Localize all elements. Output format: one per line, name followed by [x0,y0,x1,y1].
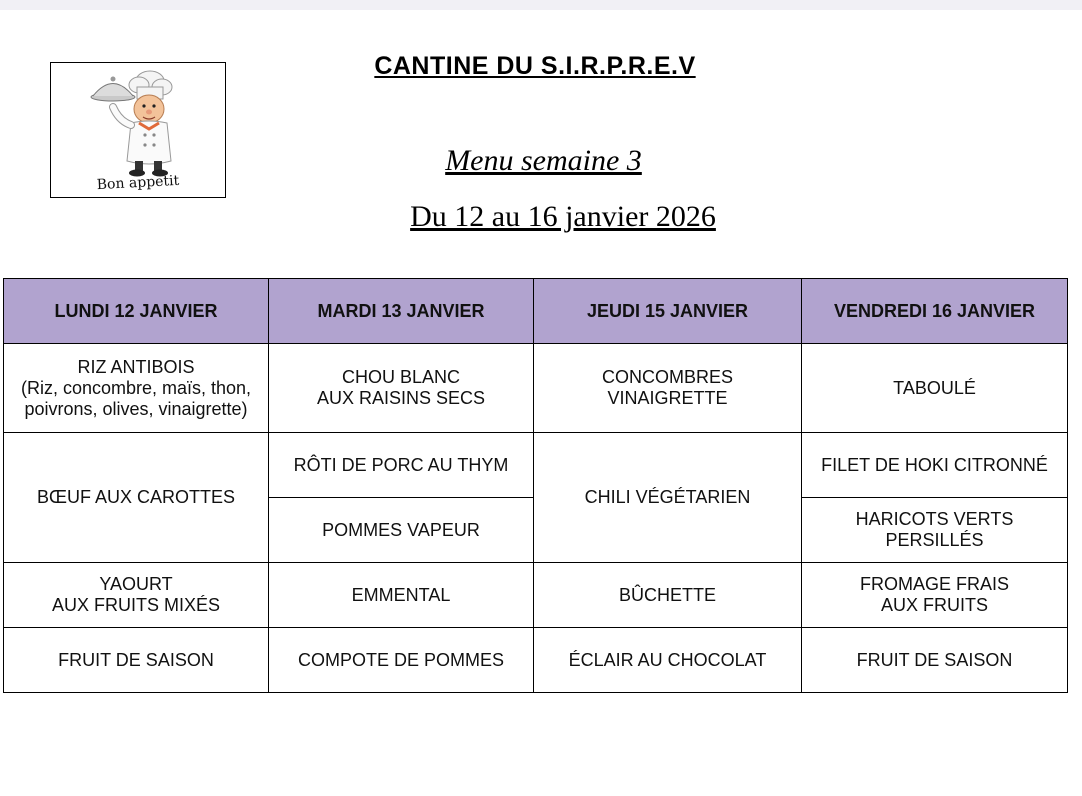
starter-lundi-line-1: RIZ ANTIBOIS [77,356,195,377]
dessert-lundi: FRUIT DE SAISON [4,628,269,693]
side-vendredi-line-1: HARICOTS VERTS [855,509,1014,529]
table-row-desserts [4,628,1068,693]
menu-table [3,278,1068,693]
main-lundi: BŒUF AUX CAROTTES [4,433,269,563]
starter-lundi-line-3: poivrons, olives, vinaigrette) [24,398,248,419]
column-header-lundi: LUNDI 12 JANVIER [4,279,269,344]
dairy-lundi [4,563,269,628]
table-row-dairy [4,563,1068,628]
dairy-lundi-line-2: AUX FRUITS MIXÉS [51,595,221,615]
starter-jeudi-line-2: VINAIGRETTE [607,388,728,408]
main-mardi: RÔTI DE PORC AU THYM [269,433,534,498]
main-jeudi: CHILI VÉGÉTARIEN [534,433,802,563]
starter-lundi [4,344,269,433]
menu-week-subtitle: Menu semaine 3 [445,144,642,177]
side-vendredi [802,498,1068,563]
starter-vendredi: TABOULÉ [802,344,1068,433]
logo-caption: Bon appetit [96,172,180,194]
column-header-vendredi: VENDREDI 16 JANVIER [802,279,1068,344]
column-header-mardi: MARDI 13 JANVIER [269,279,534,344]
side-vendredi-line-2: PERSILLÉS [885,530,984,550]
column-header-jeudi: JEUDI 15 JANVIER [534,279,802,344]
table-header-row [4,279,1068,344]
starter-mardi-line-1: CHOU BLANC [341,367,461,387]
top-strip [0,0,1082,10]
dairy-vendredi [802,563,1068,628]
menu-date-range: Du 12 au 16 janvier 2026 [410,200,716,233]
side-mardi: POMMES VAPEUR [269,498,534,563]
dairy-vendredi-line-2: AUX FRUITS [880,595,988,615]
starter-mardi [269,344,534,433]
table-row-starters [4,344,1068,433]
dairy-lundi-line-1: YAOURT [99,574,173,594]
starter-lundi-line-2: (Riz, concombre, maïs, thon, [20,377,252,398]
page-title: CANTINE DU S.I.R.P.R.E.V [374,52,696,80]
starter-jeudi-line-1: CONCOMBRES [601,367,733,387]
dessert-mardi: COMPOTE DE POMMES [269,628,534,693]
starter-mardi-line-2: AUX RAISINS SECS [316,388,486,408]
starter-jeudi [534,344,802,433]
dairy-jeudi: BÛCHETTE [534,563,802,628]
dessert-vendredi: FRUIT DE SAISON [802,628,1068,693]
main-vendredi: FILET DE HOKI CITRONNÉ [802,433,1068,498]
table-row-mains [4,433,1068,498]
dessert-jeudi: ÉCLAIR AU CHOCOLAT [534,628,802,693]
dairy-mardi: EMMENTAL [269,563,534,628]
dairy-vendredi-line-1: FROMAGE FRAIS [859,574,1009,594]
